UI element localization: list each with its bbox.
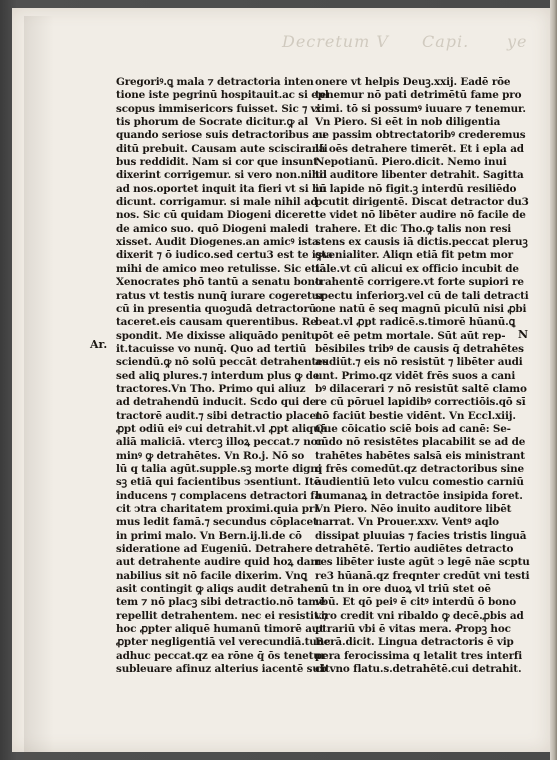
text-line: re3 hūanā.qz freqnter credūt vni testi bbox=[315, 569, 530, 582]
text-line: tem ⁊ nō placꝫ sibi detractio.nō tamē bbox=[116, 596, 326, 609]
text-line: audiūt.⁊ eis nō resistūt ⁊ libēter audi bbox=[315, 356, 523, 369]
text-line: tale.vt cū alicui ex officio incubit de bbox=[315, 262, 519, 275]
text-line: trahentē corrigere.vt forte supiori re bbox=[315, 276, 524, 289]
text-line: stens ex causis iā dictis.peccat pleruꝫ bbox=[315, 236, 528, 249]
text-line: bēsibiles tribꝰ de causis q̄ detrahētes bbox=[315, 342, 524, 355]
text-line: ximi. tō si possumꝰ iuuare ⁊ tenemur. bbox=[315, 102, 526, 115]
text-line: Gregoriꝰ.ꝗ mala ⁊ detractoria inten bbox=[116, 76, 314, 88]
text-line: in primi malo. Vn Bern.ij.li.de cō bbox=[116, 529, 302, 542]
text-line: Vn Piero. Nēo inuito auditore libēt bbox=[315, 503, 512, 515]
text-line: minꝰ ꝙ detrahētes. Vn Ro.j. Nō so bbox=[116, 449, 305, 462]
text-line: ditū prebuit. Causam aute scisciranti bbox=[116, 142, 328, 155]
text-line: bus reddidit. Nam si cor que insunt bbox=[116, 156, 318, 169]
page-edge bbox=[550, 0, 557, 760]
left-text-column bbox=[116, 76, 333, 676]
text-line: de amico suo. quō Diogeni maledi bbox=[116, 222, 309, 235]
text-line: res libēter iuste agūt ↄ legē nāe scptu bbox=[315, 556, 530, 569]
text-line: re cū pōruel lapidibꝰ correctiōis.qō sī bbox=[315, 396, 526, 409]
left-marginal-note: Ar. bbox=[90, 338, 108, 351]
text-line: audientiū leto vulcu comestio carniū bbox=[315, 476, 524, 489]
text-line: sed aliꝗ plures.⁊ interdum plus ꝙ de bbox=[116, 369, 320, 382]
text-line: dicunt. corrigamur. si male nihil ad bbox=[116, 196, 318, 209]
text-line: sideratione ad Eugeniū. Detrahere bbox=[116, 543, 313, 556]
text-line: pcutit dirigentē. Discat detractor du3 bbox=[315, 196, 529, 209]
text-line: cūdo nō resistētes placabilit se ad de bbox=[315, 436, 526, 449]
running-head bbox=[282, 32, 532, 58]
text-line: nō faciūt bestie vidēnt. Vn Eccl.xiij. bbox=[315, 409, 516, 422]
text-line: spondit. Me dixisse aliquādo penitu bbox=[116, 329, 319, 342]
text-line: trahētes habētes salsā eis ministrant bbox=[315, 449, 525, 462]
text-line: it.tacuisse vo nunq̄. Quo ad tertiū bbox=[116, 342, 307, 355]
text-line: pōt eē petm mortale. Sūt aūt rep- bbox=[315, 329, 506, 342]
text-line: ptrariū vbi ē vitas mera. Ꝓropꝫ hoc bbox=[315, 623, 511, 636]
text-line: scopus immisericors fuisset. Sic ⁊ vi bbox=[116, 102, 321, 115]
incunabulum-page bbox=[12, 8, 550, 752]
text-line: detrahētē. Tertio audiētes detracto bbox=[315, 543, 514, 556]
text-line: humanaꝝ in detractōe insipida foret. bbox=[315, 489, 523, 502]
text-line: cit ↄtra charitatem proximi.quia pri bbox=[116, 503, 319, 515]
running-head-middle: Capi. bbox=[422, 32, 470, 51]
text-line: ꝓpt odiū eiꝰ cui detrahit.vl ꝓpt aliquā bbox=[116, 422, 328, 435]
text-line: q frēs comedūt.qz detractoribus sine bbox=[315, 462, 524, 475]
running-head-right: ye bbox=[507, 32, 528, 51]
text-line: ne passim obtrectatoribꝰ crederemus bbox=[315, 129, 526, 142]
text-line: inducens ⁊ complacens detractori fa bbox=[116, 489, 322, 502]
text-line: one natū ē seq magnū piculū nisi ꝓbi bbox=[315, 302, 527, 315]
text-line: sꝫ etiā qui facientibus ↄsentiunt. Itē bbox=[116, 476, 321, 489]
text-line: aliā maliciā. vtercꝫ illoꝝ peccat.⁊ non bbox=[116, 436, 325, 449]
text-line: ad nos.oportet inquit ita fieri vt si hū bbox=[116, 182, 327, 195]
text-line: te videt nō libēter audire nō facile de bbox=[315, 209, 526, 222]
text-line: Que cōicatio sciē bois ad canē: Se- bbox=[315, 422, 511, 435]
text-line: pera ferocissima q letalit tres interfi bbox=[315, 649, 523, 662]
text-line: bꝰ dilacerari ⁊ nō resistūt saltē clamo bbox=[315, 382, 527, 395]
text-line: tione iste pegrinū hospitauit.ac si epl bbox=[116, 89, 329, 102]
text-line: tractores.Vn Tho. Primo qui aliuz bbox=[116, 382, 306, 395]
text-line: unt. Primo.qz vidēt frēs suos a cani bbox=[315, 369, 516, 382]
text-line: quando seriose suis detractoribus au bbox=[116, 129, 327, 142]
text-line: tractorē audit.⁊ sibi detractio placet bbox=[116, 409, 321, 422]
text-line: taceret.eis causam querentibus. Re bbox=[116, 316, 317, 329]
text-line: hoc ꝓpter aliquē humanū timorē aut bbox=[116, 623, 324, 636]
text-line: mihi de amico meo retulisse. Sic etiā bbox=[116, 262, 327, 275]
text-line: narrat. Vn Prouer.xxv. Ventꝰ aqlo bbox=[315, 516, 499, 529]
text-line: spectu inferiorꝫ.vel cū de tali detracti bbox=[315, 289, 529, 302]
text-line: Xenocrates phō tantū a senatu bono bbox=[116, 276, 322, 289]
text-line: ꝓpter negligentiā vel verecundiā.tunc bbox=[116, 636, 331, 649]
text-line: ratus vt testis nunq̄ iurare cogeretur bbox=[116, 289, 325, 302]
text-line: xisset. Audit Diogenes.an amicꝰ ista bbox=[116, 236, 319, 249]
text-line: tenemur nō pati detrimētū fame pro bbox=[315, 89, 522, 102]
text-line: viro credit vni ribaldo ꝙ decē.ꝓbis ad bbox=[315, 609, 524, 622]
text-line: mus ledit famā.⁊ secundus cōplacet bbox=[116, 516, 318, 529]
text-line: Berā.dicit. Lingua detractoris ē vip bbox=[315, 636, 514, 649]
text-line: citvno flatu.s.detrahētē.cui detrahit. bbox=[315, 663, 522, 676]
text-line: dixerit ⁊ ō iudico.sed certu3 est te ista bbox=[116, 249, 333, 262]
binding-shadow bbox=[24, 16, 54, 760]
text-line: aut detrahente audire quid hoꝝ dam bbox=[116, 556, 322, 569]
text-line: cū tn in ore duoꝝ vl triū stet oē bbox=[315, 583, 491, 596]
text-line: sciendū.ꝙ nō solū peccāt detrahentes bbox=[116, 356, 329, 369]
text-line: nabilius sit nō facile dixerim. Vnꝗ bbox=[116, 569, 308, 582]
text-line: lā oēs detrahere timerēt. Et i epla ad bbox=[315, 142, 524, 155]
running-head-left: Decretum V bbox=[282, 32, 389, 51]
text-line: Vn Piero. Si eēt in nob diligentia bbox=[315, 116, 501, 129]
text-line: vbū. Et qō peiꝰ ē citꝰ interdū ō bono bbox=[315, 596, 517, 609]
right-marginal-note: N bbox=[518, 328, 529, 341]
text-line: repellit detrahentem. nec ei resistit.⁊ bbox=[116, 609, 327, 622]
text-line: to auditore libenter detrahit. Sagitta bbox=[315, 169, 524, 182]
text-line: beat.vl ꝓpt radicē.s.timorē hūanū.ꝗ bbox=[315, 316, 516, 329]
text-line: dissipat pluuias ⁊ facies tristis linguā bbox=[315, 529, 527, 542]
text-line: asit contingit ꝙ aliqs audit detrahen bbox=[116, 583, 322, 596]
text-line: Nepotianū. Piero.dicit. Nemo inui bbox=[315, 156, 507, 169]
text-line: trahere. Et dic Tho.ꝙ talis non resi bbox=[315, 222, 512, 235]
text-line: ꝙvenialiter. Aliqn etiā fit petm mor bbox=[315, 249, 513, 262]
text-line: nos. Sic cū quidam Diogeni diceret bbox=[116, 209, 315, 222]
text-line: lū q talia agūt.supple.sꝫ morte digni bbox=[116, 462, 322, 475]
text-line: onere vt helpis Deuꝫ.xxij. Eadē rōe bbox=[315, 76, 511, 88]
text-line: tis phorum de Socrate dicitur.ꝙ al bbox=[116, 116, 309, 129]
right-text-column bbox=[315, 76, 530, 676]
text-line: ad detrahendū inducit. Scdo qui de bbox=[116, 396, 317, 409]
text-line: subleuare afinuz alterius iacentē sub bbox=[116, 663, 327, 676]
text-line: adhuc peccat.qz ea rōne q̄ ōs tenetur bbox=[116, 649, 326, 662]
text-line: cū in presentia quoꝫudā detractorū bbox=[116, 302, 317, 315]
text-line: in lapide nō figit.ꝫ interdū resiliēdo bbox=[315, 182, 517, 195]
text-line: dixerint corrigemur. si vero non.nihil bbox=[116, 169, 327, 182]
